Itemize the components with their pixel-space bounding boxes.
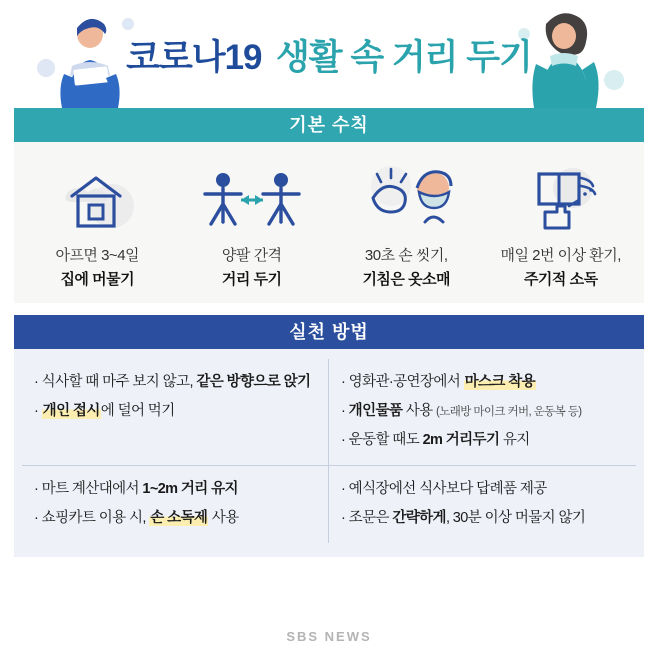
practice-panel	[14, 349, 644, 557]
handwash-mask-icon	[329, 158, 484, 236]
footer-brand: SBS NEWS	[286, 629, 372, 644]
arms-distance-icon	[175, 158, 330, 236]
basic-rule-item	[175, 158, 330, 289]
practice-row	[22, 359, 636, 465]
practice-col-right	[329, 359, 636, 465]
practice-col-right	[329, 466, 636, 543]
practice-bullet: · 개인물품 사용 (노래방 마이크 커버, 운동복 등)	[341, 402, 582, 419]
practice-col-left	[22, 359, 329, 465]
rule-line2: 주기적 소독	[523, 271, 598, 288]
practice-bullet: · 예식장에선 식사보다 답례품 제공	[341, 480, 547, 497]
title-distancing: 생활 속 거리 두기	[275, 38, 532, 77]
practice-bullet: · 마트 계산대에서 1~2m 거리 유지	[34, 480, 238, 497]
basic-rule-item	[20, 158, 175, 289]
rule-line2: 집에 머물기	[60, 271, 135, 288]
house-sick-icon	[20, 158, 175, 236]
title-covid: 코로나19	[126, 38, 262, 77]
rule-line2: 거리 두기	[221, 271, 282, 288]
practice-bullet: · 쇼핑카트 이용 시, 손 소독제 사용	[34, 509, 239, 526]
header	[14, 0, 644, 108]
basic-rule-item	[329, 158, 484, 289]
basic-rules-panel	[14, 142, 644, 303]
practice-row	[22, 465, 636, 543]
rule-line2: 기침은 옷소매	[362, 271, 451, 288]
practice-bullet: · 조문은 간략하게, 30분 이상 머물지 않기	[341, 509, 586, 526]
rule-line1: 양팔 간격	[221, 247, 282, 264]
window-ventilation-spray-icon	[484, 158, 639, 236]
rule-line1: 매일 2번 이상 환기,	[500, 247, 621, 264]
practice-col-left	[22, 466, 329, 543]
practice-bullet: · 식사할 때 마주 보지 않고, 같은 방향으로 앉기	[34, 374, 311, 390]
rule-line1: 30초 손 씻기,	[364, 247, 448, 264]
practice-bullet: · 운동할 때도 2m 거리두기 유지	[341, 431, 530, 448]
practice-bullet: · 개인 접시에 덜어 먹기	[34, 402, 175, 419]
basic-rules-banner: 기본 수칙	[14, 108, 644, 142]
rule-line1: 아프면 3~4일	[55, 247, 140, 264]
page-title	[14, 30, 644, 80]
basic-rule-item	[484, 158, 639, 289]
practice-banner: 실천 방법	[14, 315, 644, 349]
practice-bullet: · 영화관·공연장에서 마스크 착용	[341, 374, 536, 390]
spacer	[14, 303, 644, 315]
